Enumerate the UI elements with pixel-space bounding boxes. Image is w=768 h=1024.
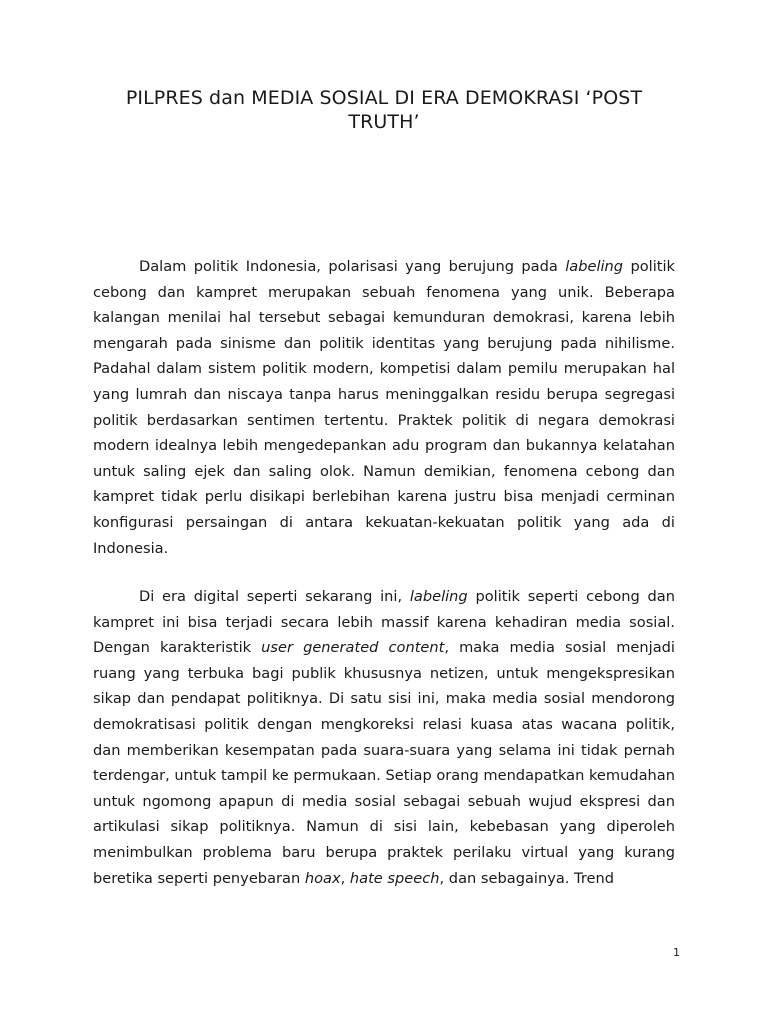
text-run: , dan sebagainya. Trend	[439, 869, 614, 887]
paragraph-text	[93, 584, 675, 891]
body-paragraph-1	[93, 254, 675, 561]
text-run: Di era digital seperti sekarang ini,	[139, 588, 410, 605]
page-number: 1	[673, 946, 680, 959]
body-paragraph-2	[93, 584, 675, 891]
text-run: politik cebong dan kampret merupakan sebuah fenomena yang unik. Beberapa kalangan menilai hal tersebut sebagai kemunduran demokrasi, karena lebih mengarah pada sinisme dan politik identitas yang berujung pada nihilisme. Padahal dalam sistem politik modern, kompetisi dalam pemilu merupakan hal yang lumrah dan niscaya tanpa harus meninggalkan residu berupa segregasi politik berdasarkan sentimen tertentu. Praktek politik di negara demokrasi modern idealnya lebih mengedepankan adu program dan bukannya kelatahan untuk saling ejek dan saling olok. Namun demikian, fenomena cebong dan kampret tidak perlu disikapi berlebihan karena justru bisa menjadi cerminan konfigurasi persaingan di antara kekuatan-kekuatan politik yang ada di Indonesia.	[93, 258, 676, 557]
italic-run: user generated content	[261, 639, 445, 657]
text-run: Dalam politik Indonesia, polarisasi yang berujung pada	[139, 258, 566, 275]
italic-run: labeling	[409, 588, 468, 605]
text-run: , maka media sosial menjadi ruang yang terbuka bagi publik khususnya netizen, untuk mengekspresikan sikap dan pendapat politiknya. Di satu sisi ini, maka media sosial mendorong demokratisasi politik dengan mengkoreksi relasi kuasa atas wacana politik, dan memberikan kesempatan pada suara-suara yang selama ini tidak pernah terdengar, untuk tampil ke permukaan. Setiap orang mendapatkan kemudahan untuk ngomong apapun di media sosial sebagai sebuah wujud ekspresi dan artikulasi sikap politiknya. Namun di sisi lain, kebebasan yang diperoleh menimbulkan problema baru berupa praktek perilaku virtual yang kurang beretika seperti penyebaran	[93, 639, 675, 887]
document-title: PILPRES dan MEDIA SOSIAL DI ERA DEMOKRASI ‘POST TRUTH’	[125, 87, 643, 133]
text-run: politik seperti cebong dan kampret ini bisa terjadi secara lebih massif karena kehadiran media sosial. Dengan karakteristik	[93, 588, 675, 657]
text-run: ,	[340, 869, 350, 887]
italic-run: hate speech	[349, 869, 440, 887]
paragraph-text	[93, 254, 675, 561]
italic-run: hoax	[304, 869, 341, 887]
italic-run: labeling	[565, 258, 624, 275]
